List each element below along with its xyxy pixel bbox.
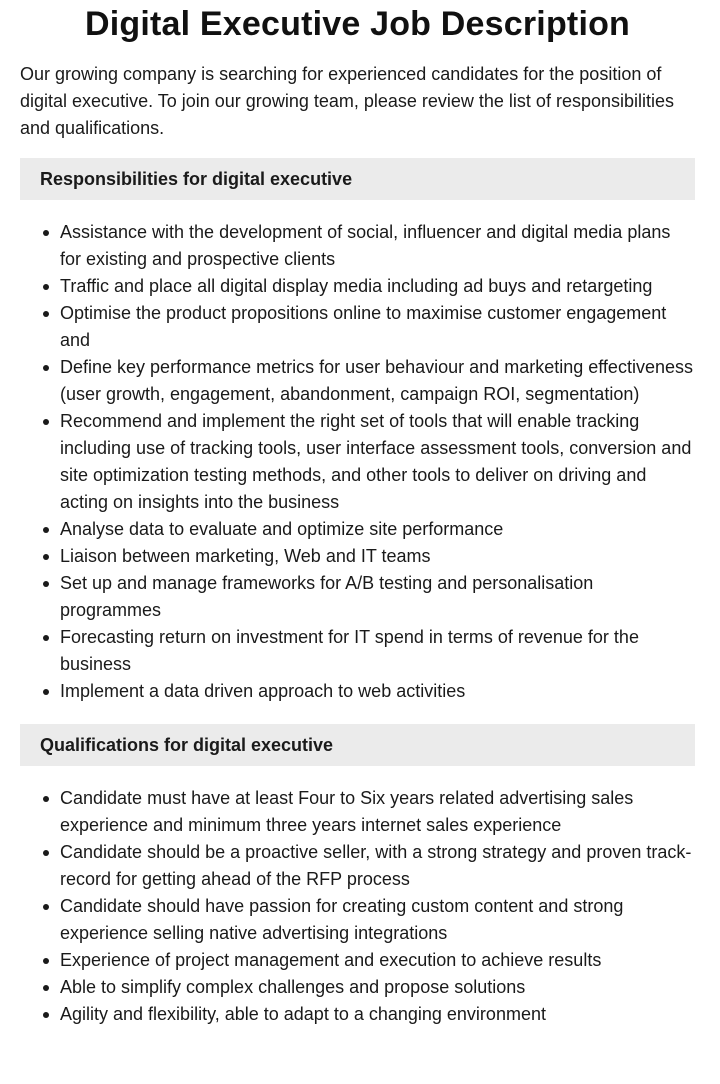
qualification-item: Candidate should have passion for creating custom content and strong experience selling native advertising integrations xyxy=(60,893,695,947)
qualification-item: Candidate should be a proactive seller, with a strong strategy and proven track-record for getting ahead of the RFP process xyxy=(60,839,695,893)
responsibility-item: Set up and manage frameworks for A/B testing and personalisation programmes xyxy=(60,570,695,624)
intro-paragraph: Our growing company is searching for experienced candidates for the position of digital executive. To join our growing team, please review the list of responsibilities and qualifications. xyxy=(20,64,675,138)
responsibility-item: Forecasting return on investment for IT spend in terms of revenue for the business xyxy=(60,624,695,678)
responsibility-item: Recommend and implement the right set of tools that will enable tracking including use of tracking tools, user interface assessment tools, conversion and site optimization testing methods, and other tools to deliver on driving and acting on insights into the business xyxy=(60,408,695,516)
responsibilities-list xyxy=(20,219,695,705)
qualification-item: Experience of project management and execution to achieve results xyxy=(60,947,695,974)
responsibility-item: Optimise the product propositions online to maximise customer engagement and xyxy=(60,300,695,354)
responsibility-item: Analyse data to evaluate and optimize site performance xyxy=(60,516,695,543)
qualifications-heading: Qualifications for digital executive xyxy=(20,724,695,766)
responsibility-item: Define key performance metrics for user behaviour and marketing effectiveness (user growth, engagement, abandonment, campaign ROI, segmentation) xyxy=(60,354,695,408)
responsibility-item: Implement a data driven approach to web activities xyxy=(60,678,695,705)
responsibility-item: Liaison between marketing, Web and IT teams xyxy=(60,543,695,570)
responsibility-item: Traffic and place all digital display media including ad buys and retargeting xyxy=(60,273,695,300)
qualification-item: Able to simplify complex challenges and propose solutions xyxy=(60,974,695,1001)
qualifications-list xyxy=(20,785,695,1028)
responsibility-item: Assistance with the development of social, influencer and digital media plans for existing and prospective clients xyxy=(60,219,695,273)
responsibilities-heading: Responsibilities for digital executive xyxy=(20,158,695,200)
qualification-item: Agility and flexibility, able to adapt to a changing environment xyxy=(60,1001,695,1028)
qualification-item: Candidate must have at least Four to Six years related advertising sales experience and minimum three years internet sales experience xyxy=(60,785,695,839)
page-title: Digital Executive Job Description xyxy=(84,5,631,43)
